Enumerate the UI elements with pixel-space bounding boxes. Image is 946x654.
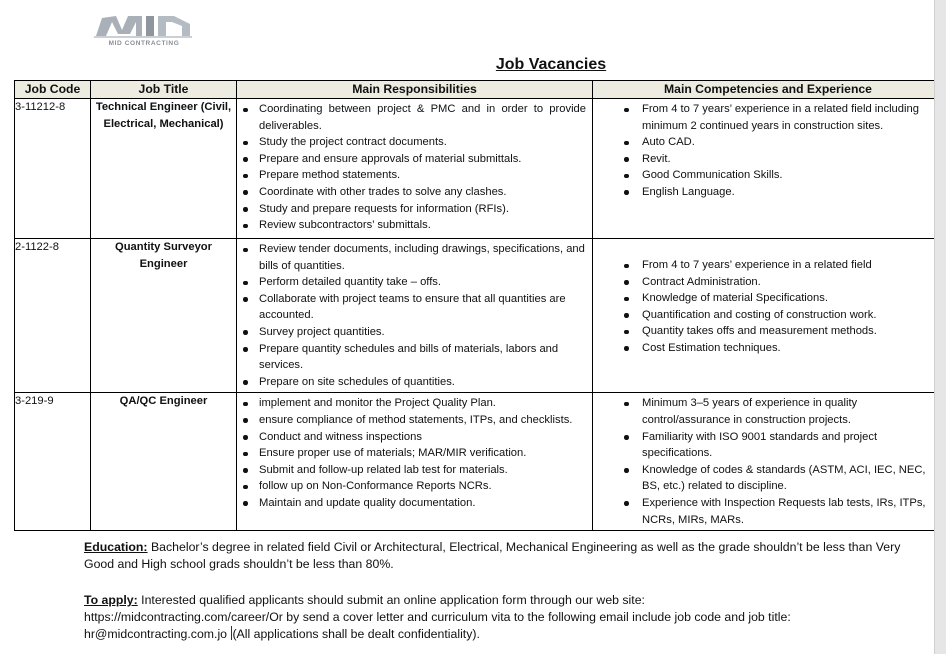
- job-vacancies-table: [14, 80, 944, 531]
- list-item: Prepare quantity schedules and bills of materials, labors and services.: [237, 341, 586, 374]
- list-item: Collaborate with project teams to ensure that all quantities are accounted.: [237, 291, 586, 324]
- job-code-cell: 2-1122-8: [15, 239, 91, 393]
- list-item: Review subcontractors’ submittals.: [237, 217, 586, 234]
- list-item: From 4 to 7 years’ experience in a related field: [613, 257, 937, 274]
- list-item: Perform detailed quantity take – offs.: [237, 274, 586, 291]
- education-label: Education:: [84, 540, 148, 554]
- apply-line-2[interactable]: https://midcontracting.com/career/Or by send a cover letter and curriculum vita to the following email include job code and job title:: [84, 610, 791, 624]
- list-item: Knowledge of material Specifications.: [613, 290, 937, 307]
- list-item: Prepare method statements.: [237, 167, 586, 184]
- list-item: Minimum 3–5 years of experience in quality control/assurance in construction projects.: [613, 395, 937, 428]
- list-item: Contract Administration.: [613, 274, 937, 291]
- education-text: Bachelor’s degree in related field Civil or Architectural, Electrical, Mechanical Engineering as well as the grade shouldn’t be less than Very Good and High school grads shouldn’t be less than 80%.: [84, 540, 901, 571]
- list-item: Auto CAD.: [613, 134, 937, 151]
- list-item: implement and monitor the Project Quality Plan.: [237, 395, 586, 412]
- list-item: Good Communication Skills.: [613, 167, 937, 184]
- list-item: Quantification and costing of construction work.: [613, 307, 937, 324]
- responsibilities-cell: [237, 99, 593, 239]
- job-code-cell: 3-219-9: [15, 393, 91, 531]
- list-item: From 4 to 7 years’ experience in a related field including minimum 2 continued years in construction sites.: [613, 101, 937, 134]
- header-job-title: Job Title: [91, 81, 237, 99]
- list-item: Revit.: [613, 151, 937, 168]
- list-item: Submit and follow-up related lab test for materials.: [237, 462, 586, 479]
- responsibilities-cell: [237, 239, 593, 393]
- list-item: English Language.: [613, 184, 937, 201]
- job-title-cell: Quantity Surveyor Engineer: [91, 239, 237, 393]
- apply-label: To apply:: [84, 593, 138, 607]
- competencies-cell: [593, 239, 944, 393]
- apply-line-1: Interested qualified applicants should submit an online application form through our web site:: [137, 593, 645, 607]
- company-logo: [92, 10, 196, 50]
- header-main-responsibilities: Main Responsibilities: [237, 81, 593, 99]
- list-item: follow up on Non-Conformance Reports NCRs.: [237, 478, 586, 495]
- competencies-cell: [593, 393, 944, 531]
- table-row: [15, 393, 944, 531]
- table-row: [15, 239, 944, 393]
- list-item: Conduct and witness inspections: [237, 429, 586, 446]
- list-item: Cost Estimation techniques.: [613, 340, 937, 357]
- list-item: Prepare and ensure approvals of material submittals.: [237, 151, 586, 168]
- apply-line-3: (All applications shall be dealt confidentiality).: [232, 627, 480, 641]
- responsibilities-cell: [237, 393, 593, 531]
- job-title-cell: QA/QC Engineer: [91, 393, 237, 531]
- vertical-scrollbar[interactable]: [934, 0, 946, 654]
- list-item: Coordinating between project & PMC and in order to provide deliverables.: [237, 101, 586, 134]
- list-item: Knowledge of codes & standards (ASTM, ACI, IEC, NEC, BS, etc.) related to discipline.: [613, 462, 937, 495]
- header-job-code: Job Code: [15, 81, 91, 99]
- list-item: Prepare on site schedules of quantities.: [237, 374, 586, 391]
- page-title: Job Vacancies: [495, 56, 607, 73]
- competencies-cell: [593, 99, 944, 239]
- list-item: Survey project quantities.: [237, 324, 586, 341]
- header-main-competencies: Main Competencies and Experience: [593, 81, 944, 99]
- logo-brand-text: MID CONTRACTING: [108, 40, 180, 47]
- apply-email[interactable]: hr@midcontracting.com.jo: [84, 627, 231, 641]
- list-item: Study the project contract documents.: [237, 134, 586, 151]
- list-item: Ensure proper use of materials; MAR/MIR verification.: [237, 445, 586, 462]
- list-item: Familiarity with ISO 9001 standards and project specifications.: [613, 429, 937, 462]
- apply-paragraph: [84, 592, 904, 643]
- mid-contracting-logo-icon: [92, 10, 196, 40]
- table-row: [15, 99, 944, 239]
- list-item: ensure compliance of method statements, ITPs, and checklists.: [237, 412, 586, 429]
- list-item: Coordinate with other trades to solve any clashes.: [237, 184, 586, 201]
- list-item: Quantity takes offs and measurement methods.: [613, 323, 937, 340]
- list-item: Experience with Inspection Requests lab tests, IRs, ITPs, NCRs, MIRs, MARs.: [613, 495, 937, 528]
- list-item: Study and prepare requests for information (RFIs).: [237, 201, 586, 218]
- list-item: Maintain and update quality documentation.: [237, 495, 586, 512]
- job-code-cell: 3-11212-8: [15, 99, 91, 239]
- education-paragraph: [84, 539, 904, 573]
- list-item: Review tender documents, including drawings, specifications, and bills of quantities.: [237, 241, 586, 274]
- job-title-cell: Technical Engineer (Civil, Electrical, Mechanical): [91, 99, 237, 239]
- table-header-row: [15, 81, 944, 99]
